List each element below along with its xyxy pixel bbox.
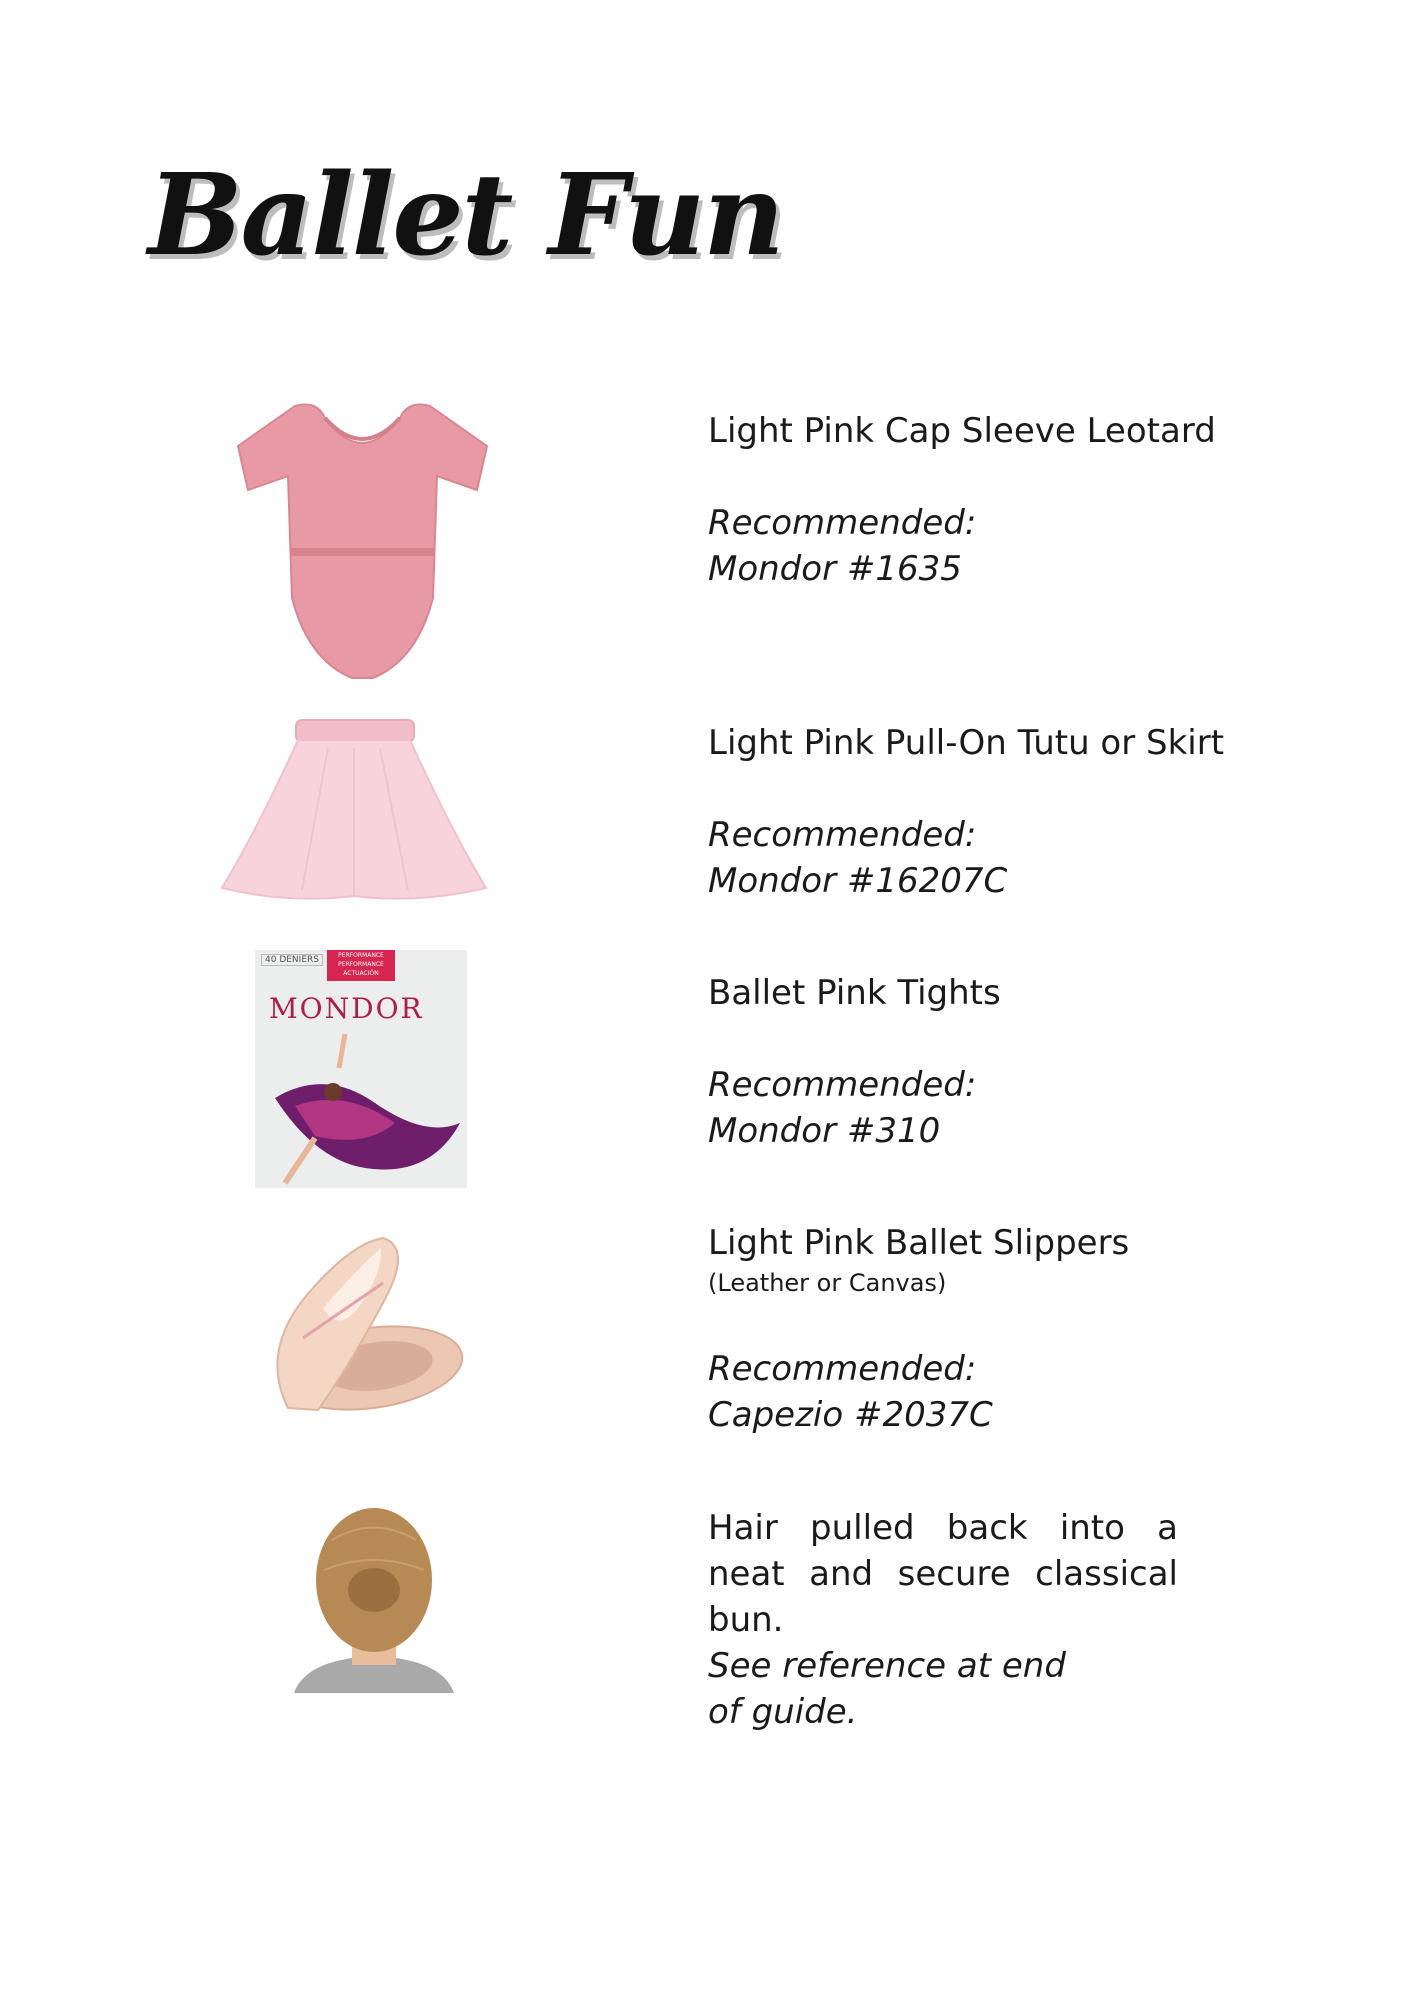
package-badge: 40 DENIERS (261, 954, 323, 966)
leotard-image (225, 398, 500, 688)
recommended-label: Recommended: (708, 503, 977, 543)
recommended-label: Recommended: (708, 1349, 977, 1389)
item-name: Light Pink Cap Sleeve Leotard (708, 411, 1216, 451)
tights-package-image (255, 950, 467, 1188)
ballet-slippers-image (263, 1228, 468, 1420)
item-name: Light Pink Pull-On Tutu or Skirt (708, 723, 1225, 763)
item-name: Light Pink Ballet Slippers (708, 1223, 1130, 1263)
skirt-image (218, 718, 490, 908)
recommended-value: Mondor #1635 (708, 549, 962, 589)
item-hair (708, 1505, 1228, 1735)
reference-line-2: of guide. (708, 1692, 858, 1732)
recommended-value: Mondor #16207C (708, 861, 1008, 901)
recommended-value: Capezio #2037C (708, 1395, 993, 1435)
hair-bun-image (294, 1500, 454, 1693)
item-name: Ballet Pink Tights (708, 973, 1001, 1013)
item-leotard (708, 408, 1228, 592)
recommended-value: Mondor #310 (708, 1111, 941, 1151)
package-tag: PERFORMANCE PERFORMANCE ACTUACIÓN (327, 950, 395, 981)
dancer-illustration (255, 1028, 467, 1188)
item-tights (708, 970, 1228, 1154)
package-brand: MONDOR (269, 992, 424, 1025)
recommended-label: Recommended: (708, 1065, 977, 1105)
item-note: (Leather or Canvas) (708, 1269, 947, 1297)
page-title: Ballet Fun (148, 150, 783, 281)
reference-line-1: See reference at end (708, 1646, 1066, 1686)
item-slippers (708, 1220, 1228, 1438)
item-name: Hair pulled back into a neat and secure classical bun. (708, 1508, 1178, 1640)
recommended-label: Recommended: (708, 815, 977, 855)
item-skirt (708, 720, 1228, 904)
